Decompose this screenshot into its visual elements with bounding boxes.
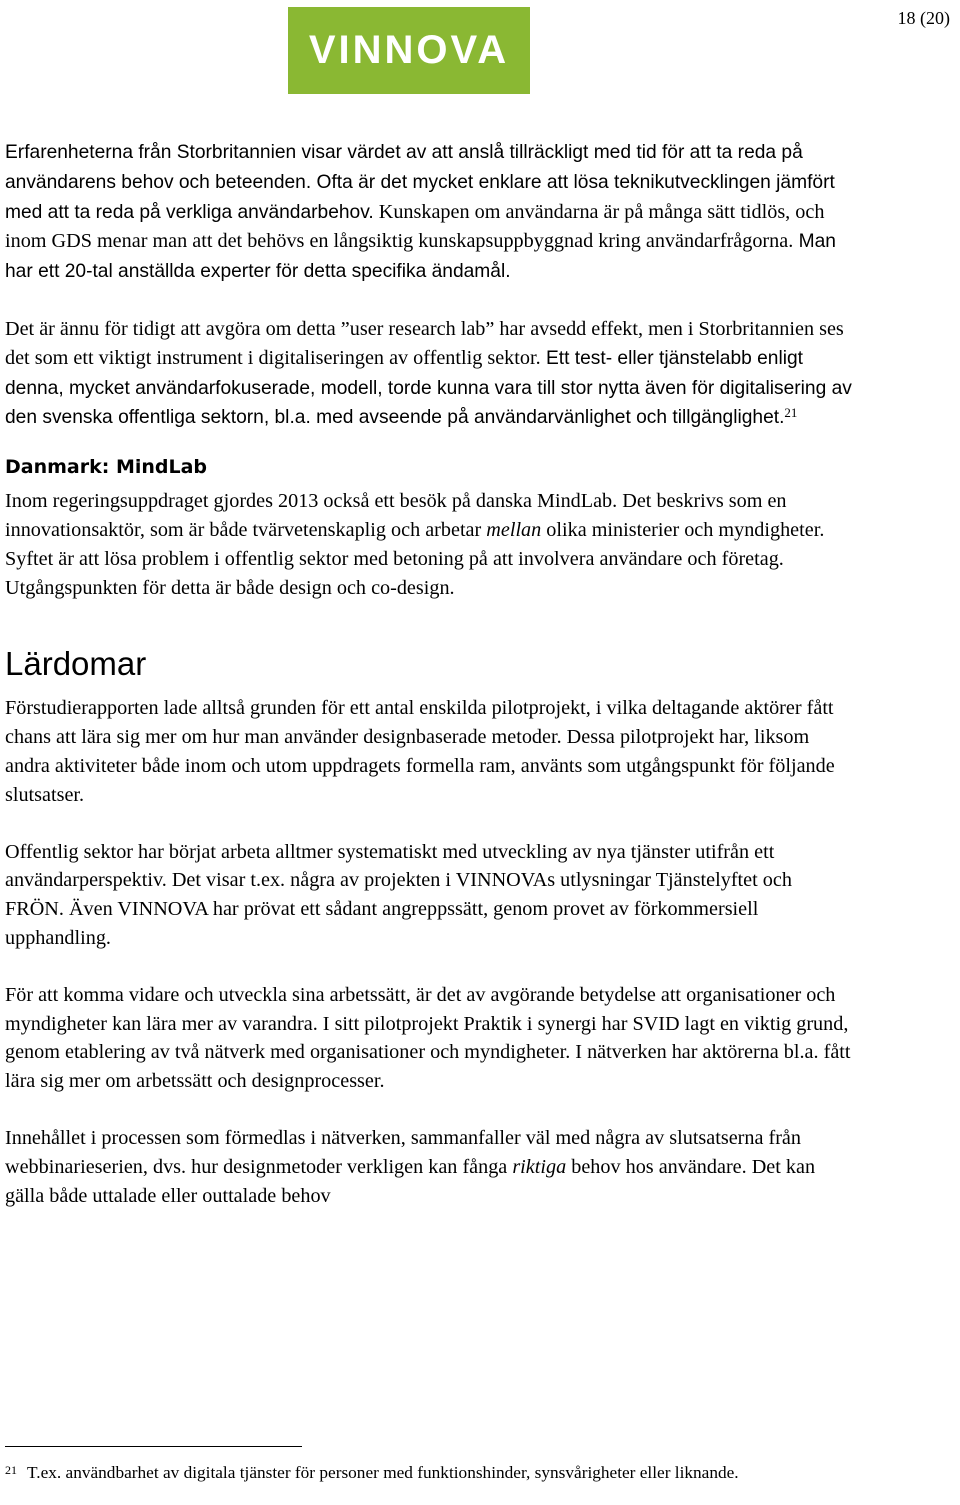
paragraph-organisationer: För att komma vidare och utveckla sina arbetssätt, är det av avgörande betydelse att organisationer och myndigheter kan lära mer av varandra. I sitt pilotprojekt Praktik i synergi har SVID lagt en viktig grund, genom etablering av två nätverk med organisationer och myndigheter. I nätverken har aktörerna bl.a. fått lära sig mer om arbetssätt och designprocesser. bbox=[5, 983, 851, 1093]
footnote bbox=[5, 1461, 855, 1485]
paragraph-research-lab bbox=[5, 315, 855, 433]
text-run: behov hos användare. Det kan gälla både uttalade eller outtalade behov bbox=[5, 1155, 816, 1207]
document-body bbox=[5, 138, 855, 1238]
logo-text: VINNOVA bbox=[308, 28, 510, 72]
emphasis: mellan bbox=[486, 518, 542, 541]
text-run: Kunskapen om användarna är på många sätt tidlös, och inom GDS menar man att det behövs en långsiktig kunskapsuppbyggnad kring användarfrågorna. bbox=[5, 200, 825, 253]
footnote-separator bbox=[5, 1446, 302, 1447]
footnote-reference[interactable]: 21 bbox=[784, 405, 798, 421]
paragraph-mindlab bbox=[5, 487, 855, 602]
paragraph-gds bbox=[5, 138, 855, 287]
text-run: Man har ett 20-tal anställda experter för detta specifika ändamål. bbox=[5, 231, 836, 283]
text-run: Det är ännu för tidigt att avgöra om detta ”user research lab” har avsedd effekt, men i Storbritannien ses det som ett viktigt instrument i digitaliseringen av offentlig sektor. bbox=[5, 317, 844, 369]
footnote-number: 21 bbox=[5, 1463, 17, 1477]
vinnova-logo bbox=[288, 7, 530, 94]
text-run: Innehållet i processen som förmedlas i nätverken, sammanfaller väl med några av slutsatserna från webbinarieserien, dvs. hur designmetoder verkligen kan fånga bbox=[5, 1126, 801, 1178]
section-heading-mindlab: Danmark: MindLab bbox=[5, 456, 208, 479]
text-run: Inom regeringsuppdraget gjordes 2013 också ett besök på danska MindLab. Det beskrivs som en innovationsaktör, som är både tvärvetenskaplig och arbetar bbox=[5, 490, 787, 541]
paragraph-offentlig-sektor: Offentlig sektor har börjat arbeta alltmer systematiskt med utveckling av nya tjänster utifrån ett användarperspektiv. Det visar t.ex. några av projekten i VINNOVAs utlysningar Tjänstelyftet och FRÖN. Även VINNOVA har prövat ett sådant angreppssätt, genom provet av förkommersiell upphandling. bbox=[5, 840, 792, 949]
emphasis: riktiga bbox=[512, 1155, 567, 1178]
text-run: olika ministerier och myndigheter. Syftet är att lösa problem i offentlig sektor med betoning på att involvera användare och företag. Utgångspunkten för detta är både design och co-design. bbox=[5, 518, 825, 599]
paragraph-pilotprojekt: Förstudierapporten lade alltså grunden för ett antal enskilda pilotprojekt, i vilka deltagande aktörer fått chans att lära sig mer om hur man använder designbaserade metoder. Dessa pilotprojekt har, liksom andra aktiviteter både inom och utom uppdragets formella ram, använts som utgångspunkt för följande slutsatser. bbox=[5, 697, 835, 806]
section-heading-lardomar: Lärdomar bbox=[5, 645, 147, 683]
paragraph-innehallet bbox=[5, 1124, 855, 1210]
page-number: 18 (20) bbox=[897, 8, 950, 28]
text-run: Ett test- eller tjänstelabb enligt denna, mycket användarfokuserade, modell, torde kunna vara till stor nytta även för digitalisering av den svenska offentliga sektorn, bl.a. med avseende på användarvänlighet och tillgänglighet. bbox=[5, 347, 852, 429]
footnote-text: T.ex. användbarhet av digitala tjänster för personer med funktionshinder, synsvårigheter eller liknande. bbox=[27, 1463, 739, 1482]
text-run: Erfarenheterna från Storbritannien visar värdet av att anslå tillräckligt med tid för att ta reda på användarens behov och beteenden. Ofta är det mycket enklare att lösa teknikutvecklingen jämfört med att ta reda på verkliga användarbehov. bbox=[5, 142, 835, 223]
